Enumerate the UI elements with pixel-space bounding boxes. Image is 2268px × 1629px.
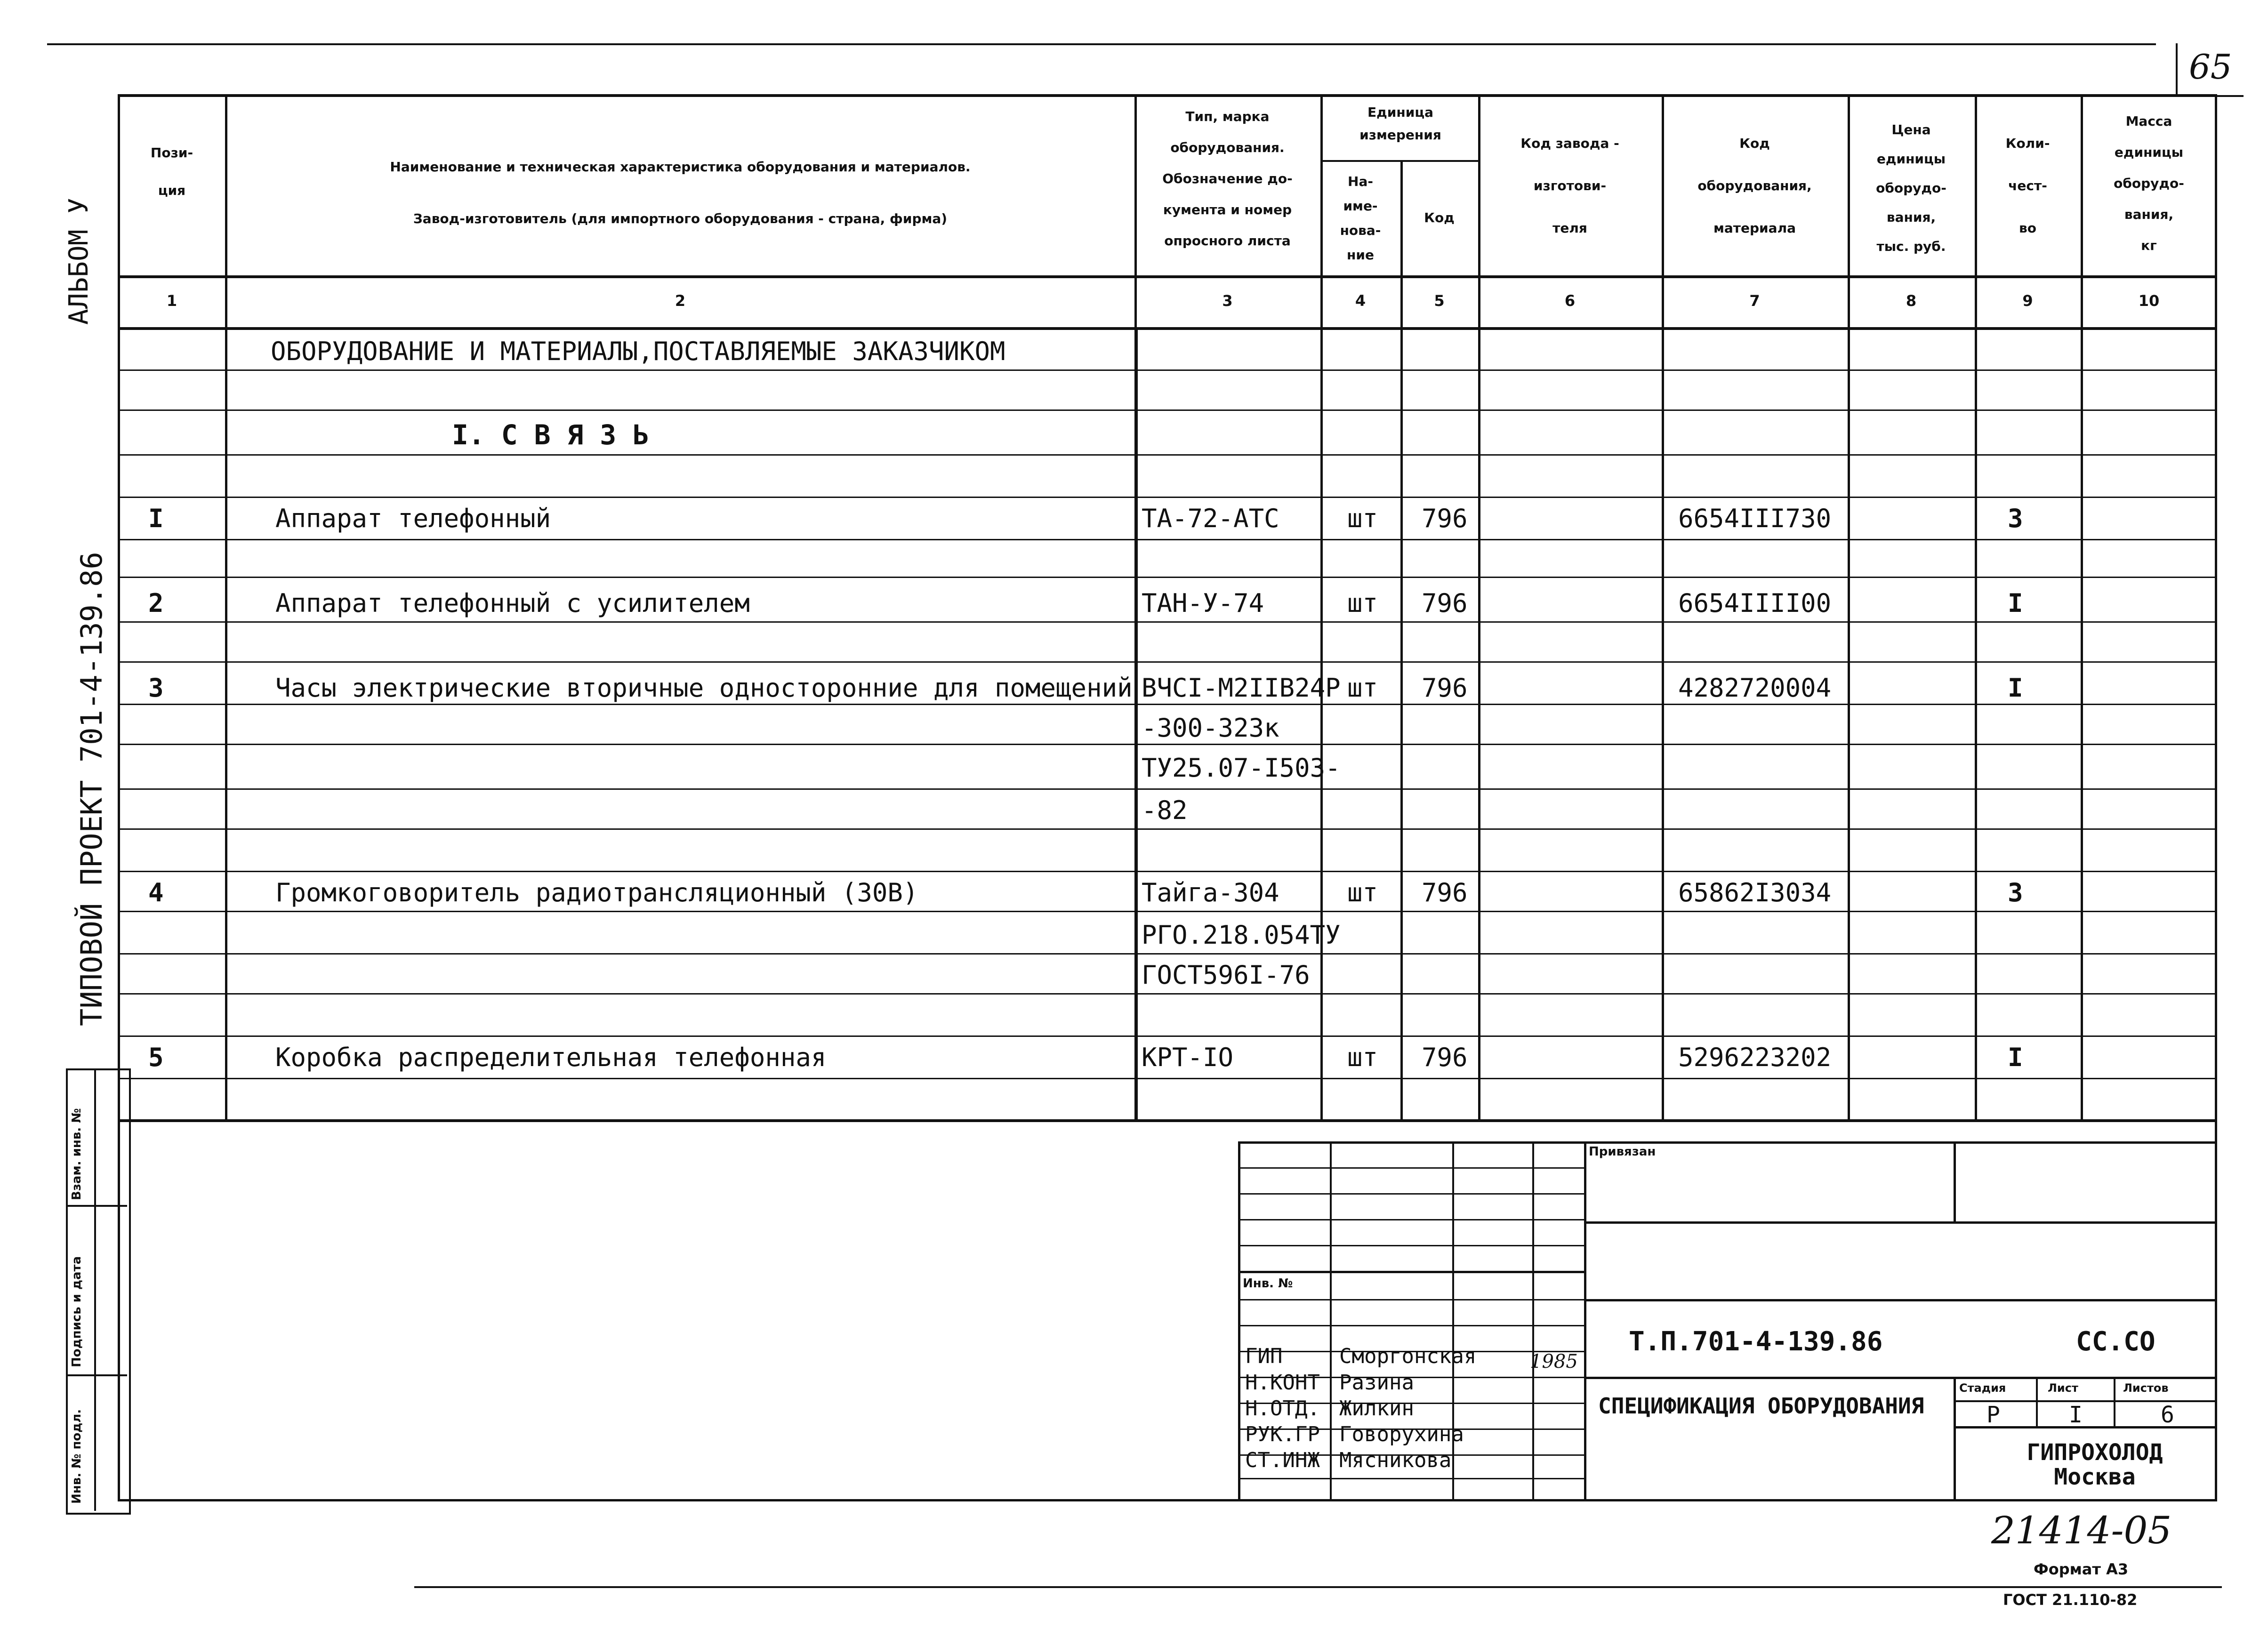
row-type: ТАН-У-74 [1142,588,1264,618]
row-line [118,454,2217,456]
sheet-label: Лист [2048,1381,2078,1395]
year: 1985 [1530,1351,1578,1372]
hdr-unit-code: Код [1424,210,1455,225]
row-line [118,409,2217,411]
row-quantity: I [2008,1043,2023,1072]
gost-label: ГОСТ 21.110-82 [2003,1591,2138,1609]
row-unit-code: 796 [1422,1043,1468,1072]
row-equipment-code: 6654III730 [1678,504,1832,533]
hdr-unit-name: На- име- нова- ние [1340,174,1381,263]
row-unit-code: 796 [1422,878,1468,907]
staff-role: Н.КОНТ [1245,1371,1320,1395]
colnum-3: 3 [1222,292,1233,310]
staff-role: Н.ОТД. [1245,1396,1320,1420]
row-equipment-code: 4282720004 [1678,673,1832,703]
colnum-2: 2 [675,292,686,310]
hdr-type: Тип, марка оборудования. Обозначение до- кумента и номер опросного листа [1162,109,1293,249]
row-unit: шт [1347,1043,1378,1072]
row-line [118,621,2217,623]
row-line [118,539,2217,540]
top-rule [47,43,2156,45]
row-type: -300-323к [1142,713,1279,743]
row-line [118,577,2217,578]
sheets-value: 6 [2161,1402,2174,1428]
staff-role: ГИП [1245,1344,1283,1368]
stamp-inv: Инв. № подл. [70,1409,84,1504]
staff-name: Мясникова [1339,1448,1452,1472]
staff-role: РУК.ГР [1245,1422,1320,1446]
doc-code: СС.СО [2076,1326,2155,1357]
row-quantity: 3 [2008,878,2023,907]
row-type: ТУ25.07-I503- [1142,753,1341,783]
row-type: ТА-72-АТС [1142,504,1279,533]
hdr-unit-group: Единица измерения [1359,104,1441,143]
hdr-mass: Масса единицы оборудо- вания, кг [2114,113,2184,253]
row-unit: шт [1347,878,1378,907]
colnum-9: 9 [2022,292,2033,310]
row-type: ВЧСI-М2IIВ24Р [1142,673,1341,703]
col-divider [1134,329,1138,1120]
row-unit-code: 796 [1422,588,1468,618]
colnum-8: 8 [1906,292,1917,310]
album-label: АЛЬБОМ У [64,198,94,325]
row-line [118,828,2217,830]
format-label: Формат А3 [2034,1560,2129,1578]
row-line [118,704,2217,705]
row-line [118,788,2217,790]
row-type: ГОСТ596I-76 [1142,960,1310,990]
row-line [118,497,2217,498]
hdr-quantity: Коли- чест- во [2005,136,2050,236]
handwritten-number: 21414-05 [1991,1509,2172,1552]
staff-name: Сморгонская [1339,1344,1477,1368]
organization: ГИПРОХОЛОД Москва [2027,1439,2163,1490]
privyazan-label: Привязан [1589,1145,1656,1159]
inv-no-label: Инв. № [1243,1276,1293,1291]
row-position: 2 [148,588,164,618]
row-equipment-code: 6654IIII00 [1678,588,1832,618]
designation: Т.П.701-4-139.86 [1629,1326,1883,1357]
sheet-value: I [2069,1402,2083,1428]
row-line [118,744,2217,745]
staff-name: Говорухина [1339,1422,1464,1446]
hdr-position: Пози- ция [150,145,193,198]
row-type: Тайга-304 [1142,878,1279,907]
bottom-rule [414,1586,2222,1588]
colnum-1: 1 [166,292,177,310]
row-position: 3 [148,673,164,703]
row-quantity: I [2008,588,2023,618]
row-unit: шт [1347,673,1378,703]
row-type: РГО.218.054ТУ [1142,920,1341,950]
staff-role: СТ.ИНЖ [1245,1448,1320,1472]
hdr-name: Наименование и техническая характеристика оборудования и материалов. Завод-изготовитель (для импортного оборудования - страна, фирма) [390,159,971,226]
stamp-vzam: Взам. инв. № [70,1108,84,1200]
row-type: -82 [1142,795,1188,825]
row-line [118,369,2217,371]
row-line [118,911,2217,912]
row-unit: шт [1347,588,1378,618]
stage-value: Р [1987,1402,2000,1428]
stage-label: Стадия [1959,1381,2006,1395]
row-line [118,871,2217,872]
project-label: ТИПОВОЙ ПРОЕКТ 701-4-139.86 [74,552,109,1026]
row-quantity: I [2008,673,2023,703]
row-name: Коробка распределительная телефонная [275,1043,827,1072]
colnum-6: 6 [1564,292,1576,310]
row-name: Аппарат телефонный [275,504,551,533]
row-line [118,993,2217,995]
sheet-number: 65 [2189,47,2232,87]
row-name: Часы электрические вторичные односторонние для помещений [275,673,1133,703]
colnum-7: 7 [1749,292,1760,310]
row-type: КРТ-IO [1142,1043,1234,1072]
row-equipment-code: 5296223202 [1678,1043,1832,1072]
subsection-title: I. С В Я З Ь [452,419,650,451]
row-line [118,1035,2217,1037]
row-position: 4 [148,878,164,907]
row-unit: шт [1347,504,1378,533]
row-name: Аппарат телефонный с усилителем [275,588,750,618]
row-unit-code: 796 [1422,504,1468,533]
row-position: 5 [148,1043,164,1072]
staff-name: Разина [1339,1371,1414,1395]
row-line [118,1078,2217,1079]
row-line [118,661,2217,663]
row-equipment-code: 65862I3034 [1678,878,1832,907]
sheets-label: Листов [2123,1381,2169,1395]
doc-title: СПЕЦИФИКАЦИЯ ОБОРУДОВАНИЯ [1598,1393,1924,1419]
staff-name: Жилкин [1339,1396,1414,1420]
hdr-factory-code: Код завода - изготови- теля [1520,136,1619,236]
colnum-5: 5 [1434,292,1445,310]
row-name: Громкоговоритель радиотрансляционный (30В) [275,878,918,907]
hdr-equipment-code: Код оборудования, материала [1697,136,1812,236]
colnum-10: 10 [2138,292,2160,310]
row-position: I [148,504,164,533]
row-line [118,953,2217,955]
row-unit-code: 796 [1422,673,1468,703]
colnum-4: 4 [1355,292,1366,310]
row-quantity: 3 [2008,504,2023,533]
hdr-price: Цена единицы оборудо- вания, тыс. руб. [1876,122,1946,254]
section-title: ОБОРУДОВАНИЕ И МАТЕРИАЛЫ,ПОСТАВЛЯЕМЫЕ ЗАКАЗЧИКОМ [271,337,1005,366]
stamp-podpis: Подпись и дата [70,1256,84,1367]
